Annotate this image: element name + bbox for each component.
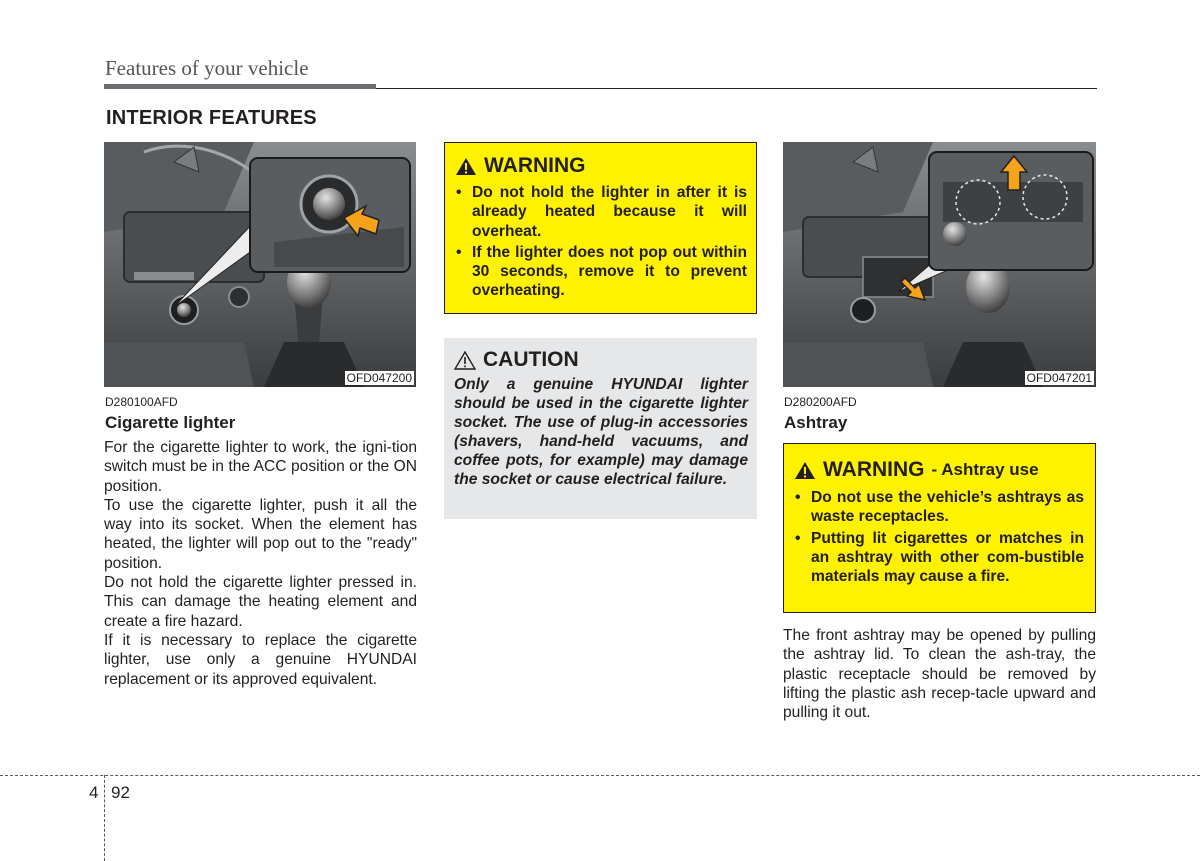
photo-code: OFD047201	[1026, 371, 1092, 385]
warning-label-suffix: - Ashtray use	[931, 460, 1039, 479]
footer-divider	[104, 775, 105, 861]
warning-label: WARNING	[484, 154, 586, 177]
section-subtitle: Ashtray	[784, 413, 848, 432]
warning-label: WARNING	[823, 458, 925, 481]
paragraph: If it is necessary to replace the cigarette lighter, use only a genuine HYUNDAI replacement or its approved equivalent.	[104, 631, 417, 688]
section-header: Features of your vehicle	[105, 56, 309, 80]
caution-box	[444, 338, 757, 519]
header-rule-thick	[104, 84, 376, 89]
page-number: 92	[111, 783, 130, 802]
warning-heading	[794, 458, 1084, 482]
chapter-number: 4	[89, 783, 99, 802]
section-subtitle: Cigarette lighter	[105, 413, 236, 432]
paragraph: Do not hold the cigarette lighter pressed in. This can damage the heating element and create a fire hazard.	[104, 574, 417, 630]
warning-item: • Do not hold the lighter in after it is already heated because it will overheat.	[455, 183, 747, 241]
warning-item: • Do not use the vehicle’s ashtrays as waste receptacles.	[794, 488, 1084, 527]
warning-triangle-icon	[455, 157, 477, 176]
ashtray-photo	[783, 142, 1096, 387]
reference-code: D280200AFD	[784, 395, 857, 409]
footer-rule	[0, 775, 1200, 776]
warning-heading	[455, 154, 747, 178]
cigarette-lighter-illustration	[104, 142, 416, 387]
warning-box	[444, 142, 757, 314]
caution-text: Only a genuine HYUNDAI lighter should be used in the cigarette lighter socket. The use of plug-in accessories (shavers, hand-held vacuums, and coffee pots, for example) may damage the socket or cause electrical failure.	[454, 376, 748, 489]
warning-item: • If the lighter does not pop out within 30 seconds, remove it to prevent overheating.	[455, 243, 747, 301]
paragraph: For the cigarette lighter to work, the igni-tion switch must be in the ACC position or the ON position.	[104, 439, 417, 495]
photo-code: OFD047200	[346, 371, 412, 385]
cigarette-lighter-photo	[104, 142, 416, 387]
page-title: INTERIOR FEATURES	[106, 107, 317, 129]
ashtray-warning-box	[783, 443, 1096, 613]
warning-triangle-icon	[794, 461, 816, 480]
reference-code: D280100AFD	[105, 395, 178, 409]
warning-list	[794, 488, 1084, 586]
body-text	[104, 438, 417, 689]
caution-label: CAUTION	[483, 348, 579, 371]
warning-item: • Putting lit cigarettes or matches in an ashtray with other com-bustible materials may cause a fire.	[794, 529, 1084, 587]
ashtray-body-text: The front ashtray may be opened by pulling the ashtray lid. To clean the ash-tray, the plastic receptacle should be removed by lifting the plastic ash recep-tacle upward and pulling it out.	[783, 627, 1096, 722]
paragraph: To use the cigarette lighter, push it all the way into its socket. When the element has heated, the lighter will pop out to the "ready" position.	[104, 496, 417, 572]
header-rule-thin	[376, 88, 1097, 89]
caution-heading	[454, 348, 748, 372]
warning-list	[455, 183, 747, 301]
ashtray-illustration	[783, 142, 1096, 387]
caution-triangle-icon	[454, 351, 476, 370]
